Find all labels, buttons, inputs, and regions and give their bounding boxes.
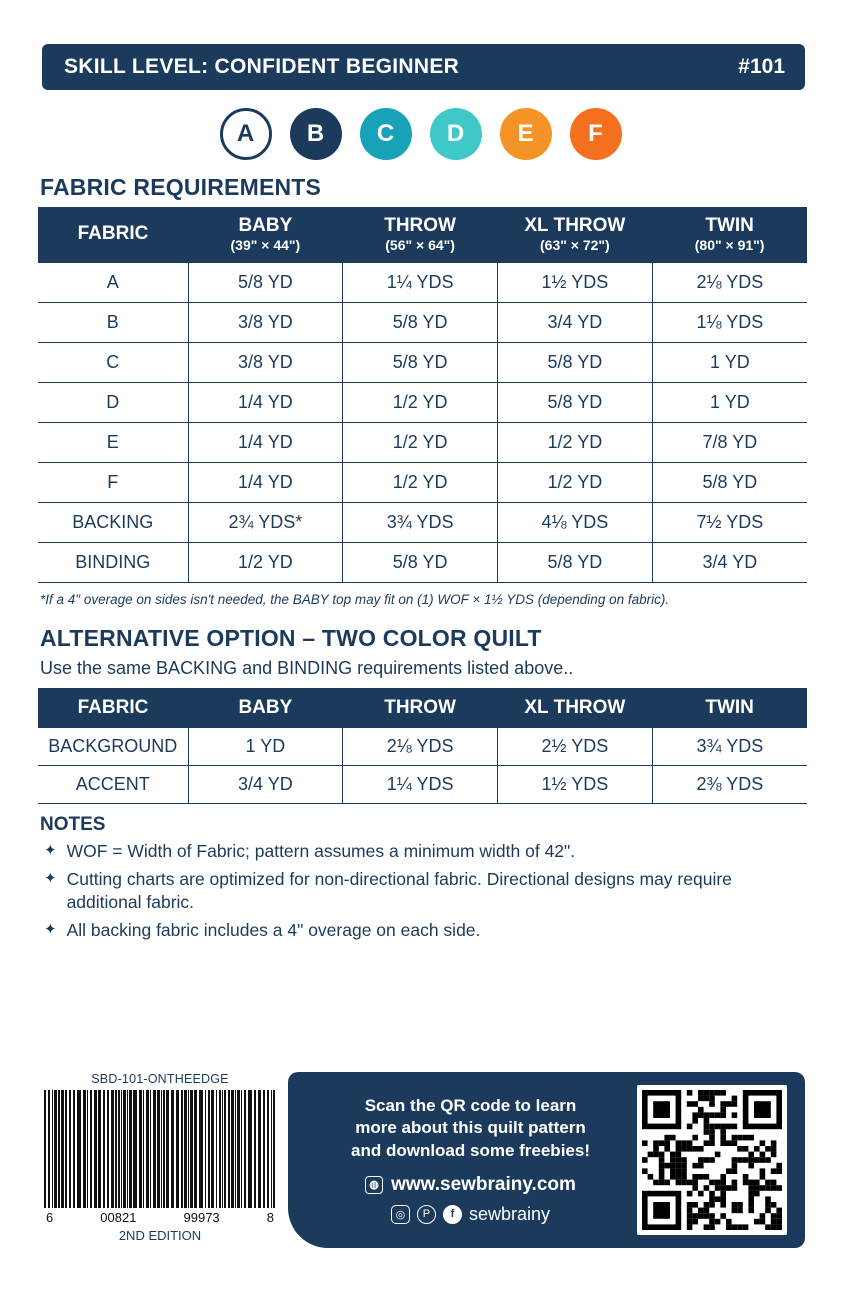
cell-throw: 1¼ YDS bbox=[343, 765, 498, 803]
fabric-circle-e-label: E bbox=[517, 120, 534, 147]
website-url: www.sewbrainy.com bbox=[391, 1173, 576, 1195]
table-row bbox=[38, 765, 807, 803]
list-item bbox=[44, 840, 805, 864]
cell-xl-throw: 5/8 YD bbox=[498, 382, 653, 422]
alt-header-twin: TWIN bbox=[652, 688, 807, 728]
table-row bbox=[38, 422, 807, 462]
cell-xl-throw: 4⅛ YDS bbox=[498, 502, 653, 542]
cell-baby: 3/8 YD bbox=[188, 342, 343, 382]
cell-xl-throw: 1/2 YD bbox=[498, 462, 653, 502]
globe-icon: ◍ bbox=[365, 1176, 383, 1194]
barcode-image bbox=[44, 1090, 276, 1208]
cell-twin: 3¾ YDS bbox=[652, 728, 807, 766]
table-row bbox=[38, 382, 807, 422]
barcode-digit-right: 8 bbox=[266, 1210, 274, 1225]
cell-xl-throw: 1½ YDS bbox=[498, 765, 653, 803]
alt-header-baby: BABY bbox=[188, 688, 343, 728]
cell-throw: 3¾ YDS bbox=[343, 502, 498, 542]
table-header-row bbox=[38, 207, 807, 263]
cell-fabric: E bbox=[38, 422, 188, 462]
website-link[interactable] bbox=[304, 1174, 637, 1196]
cell-fabric: D bbox=[38, 382, 188, 422]
cell-twin: 5/8 YD bbox=[652, 462, 807, 502]
cell-fabric: BACKING bbox=[38, 502, 188, 542]
cell-throw: 5/8 YD bbox=[343, 302, 498, 342]
fabric-circle-e bbox=[500, 108, 552, 160]
cell-fabric: BACKGROUND bbox=[38, 728, 188, 766]
cell-baby: 5/8 YD bbox=[188, 263, 343, 303]
social-handles[interactable] bbox=[304, 1204, 637, 1225]
header-twin-name: TWIN bbox=[705, 215, 754, 236]
table-row bbox=[38, 542, 807, 582]
fabric-circle-c-label: C bbox=[376, 120, 395, 147]
cell-fabric: B bbox=[38, 302, 188, 342]
star-icon: ✦ bbox=[44, 920, 57, 938]
cell-twin: 2⅜ YDS bbox=[652, 765, 807, 803]
cell-xl-throw: 1½ YDS bbox=[498, 263, 653, 303]
cell-twin: 3/4 YD bbox=[652, 542, 807, 582]
list-item bbox=[44, 919, 805, 943]
cell-baby: 1/4 YD bbox=[188, 382, 343, 422]
fabric-legend-circles bbox=[36, 108, 805, 160]
notes-title: NOTES bbox=[40, 813, 106, 835]
header-fabric: FABRIC bbox=[38, 207, 188, 263]
cell-twin: 1 YD bbox=[652, 382, 807, 422]
pattern-number: #101 bbox=[738, 55, 785, 78]
cell-baby: 1/4 YD bbox=[188, 462, 343, 502]
cell-twin: 2⅛ YDS bbox=[652, 263, 807, 303]
list-item bbox=[44, 868, 805, 915]
qr-code[interactable] bbox=[637, 1085, 787, 1235]
fabric-circle-a bbox=[220, 108, 272, 160]
social-handle: sewbrainy bbox=[468, 1203, 551, 1224]
pinterest-icon[interactable]: P bbox=[417, 1205, 436, 1224]
note-text: WOF = Width of Fabric; pattern assumes a minimum width of 42". bbox=[66, 840, 576, 861]
cell-fabric: F bbox=[38, 462, 188, 502]
instagram-icon[interactable]: ◎ bbox=[391, 1205, 410, 1224]
cell-throw: 2⅛ YDS bbox=[343, 728, 498, 766]
cell-baby: 1/4 YD bbox=[188, 422, 343, 462]
fabric-circle-d bbox=[430, 108, 482, 160]
fabric-circle-b-label: B bbox=[306, 120, 325, 147]
table-row bbox=[38, 462, 807, 502]
qr-promo-text bbox=[298, 1095, 637, 1224]
alt-header-throw: THROW bbox=[343, 688, 498, 728]
edition-label: 2ND EDITION bbox=[118, 1228, 202, 1243]
cell-xl-throw: 5/8 YD bbox=[498, 542, 653, 582]
barcode-block bbox=[44, 1072, 276, 1243]
header-throw-dims: (56" × 64") bbox=[385, 236, 455, 253]
qr-promo-line-2: more about this quilt pattern bbox=[355, 1118, 586, 1138]
header-baby-dims: (39" × 44") bbox=[230, 236, 301, 253]
cell-throw: 1/2 YD bbox=[343, 382, 498, 422]
cell-fabric: BINDING bbox=[38, 542, 188, 582]
barcode-digit-group1: 00821 bbox=[100, 1210, 137, 1225]
barcode-digit-left: 6 bbox=[46, 1210, 54, 1225]
cell-twin: 7/8 YD bbox=[652, 422, 807, 462]
header-baby-name: BABY bbox=[238, 215, 293, 236]
fabric-circle-f bbox=[570, 108, 622, 160]
alt-header-xl-throw: XL THROW bbox=[498, 688, 653, 728]
alt-header-fabric: FABRIC bbox=[38, 688, 188, 728]
table-row bbox=[38, 302, 807, 342]
table-header-row bbox=[38, 688, 807, 728]
header-throw bbox=[343, 207, 498, 263]
cell-xl-throw: 5/8 YD bbox=[498, 342, 653, 382]
cell-fabric: A bbox=[38, 263, 188, 303]
skill-level-banner bbox=[42, 44, 805, 90]
fabric-requirements-footnote: *If a 4" overage on sides isn't needed, the BABY top may fit on (1) WOF × 1½ YDS (depending on fabric). bbox=[40, 591, 670, 607]
header-twin-dims: (80" × 91") bbox=[694, 236, 765, 253]
table-row bbox=[38, 502, 807, 542]
note-text: Cutting charts are optimized for non-directional fabric. Directional designs may require additional fabric. bbox=[66, 868, 732, 913]
qr-promo-panel bbox=[288, 1072, 805, 1248]
cell-twin: 7½ YDS bbox=[652, 502, 807, 542]
cell-xl-throw: 2½ YDS bbox=[498, 728, 653, 766]
cell-xl-throw: 3/4 YD bbox=[498, 302, 653, 342]
page-footer bbox=[36, 1072, 805, 1272]
table-row bbox=[38, 728, 807, 766]
cell-fabric: C bbox=[38, 342, 188, 382]
fabric-circle-d-label: D bbox=[446, 120, 465, 147]
cell-baby: 2¾ YDS* bbox=[188, 502, 343, 542]
cell-baby: 3/8 YD bbox=[188, 302, 343, 342]
header-xl-throw-dims: (63" × 72") bbox=[540, 236, 610, 253]
sku-code: SBD-101-ONTHEEDGE bbox=[91, 1072, 229, 1086]
fabric-requirements-title: FABRIC REQUIREMENTS bbox=[40, 174, 322, 200]
star-icon: ✦ bbox=[44, 869, 57, 887]
alternative-option-subtitle: Use the same BACKING and BINDING requirements listed above.. bbox=[40, 657, 574, 678]
facebook-icon[interactable]: f bbox=[443, 1205, 462, 1224]
fabric-circle-a-label: A bbox=[236, 120, 255, 147]
header-throw-name: THROW bbox=[384, 215, 456, 236]
cell-fabric: ACCENT bbox=[38, 765, 188, 803]
cell-twin: 1 YD bbox=[652, 342, 807, 382]
cell-baby: 1 YD bbox=[188, 728, 343, 766]
qr-promo-line-1: Scan the QR code to learn bbox=[364, 1096, 577, 1116]
cell-baby: 3/4 YD bbox=[188, 765, 343, 803]
alternative-option-title: ALTERNATIVE OPTION – TWO COLOR QUILT bbox=[40, 624, 542, 651]
fabric-circle-f-label: F bbox=[588, 120, 603, 147]
note-text: All backing fabric includes a 4" overage on each side. bbox=[66, 919, 481, 940]
table-row bbox=[38, 263, 807, 303]
table-row bbox=[38, 342, 807, 382]
cell-baby: 1/2 YD bbox=[188, 542, 343, 582]
fabric-circle-c bbox=[360, 108, 412, 160]
fabric-requirements-table bbox=[38, 207, 807, 583]
qr-promo-line-3: and download some freebies! bbox=[351, 1140, 590, 1160]
header-twin bbox=[652, 207, 807, 263]
header-xl-throw-name: XL THROW bbox=[524, 215, 626, 236]
skill-level-label: SKILL LEVEL: CONFIDENT BEGINNER bbox=[64, 55, 460, 78]
barcode-digit-group2: 99973 bbox=[183, 1210, 220, 1225]
cell-twin: 1⅛ YDS bbox=[652, 302, 807, 342]
header-xl-throw bbox=[498, 207, 653, 263]
star-icon: ✦ bbox=[44, 841, 57, 859]
cell-xl-throw: 1/2 YD bbox=[498, 422, 653, 462]
alternative-option-table bbox=[38, 688, 807, 804]
barcode-digits bbox=[44, 1210, 276, 1225]
cell-throw: 1/2 YD bbox=[343, 422, 498, 462]
cell-throw: 1/2 YD bbox=[343, 462, 498, 502]
cell-throw: 5/8 YD bbox=[343, 342, 498, 382]
cell-throw: 1¼ YDS bbox=[343, 263, 498, 303]
cell-throw: 5/8 YD bbox=[343, 542, 498, 582]
header-baby bbox=[188, 207, 343, 263]
fabric-circle-b bbox=[290, 108, 342, 160]
